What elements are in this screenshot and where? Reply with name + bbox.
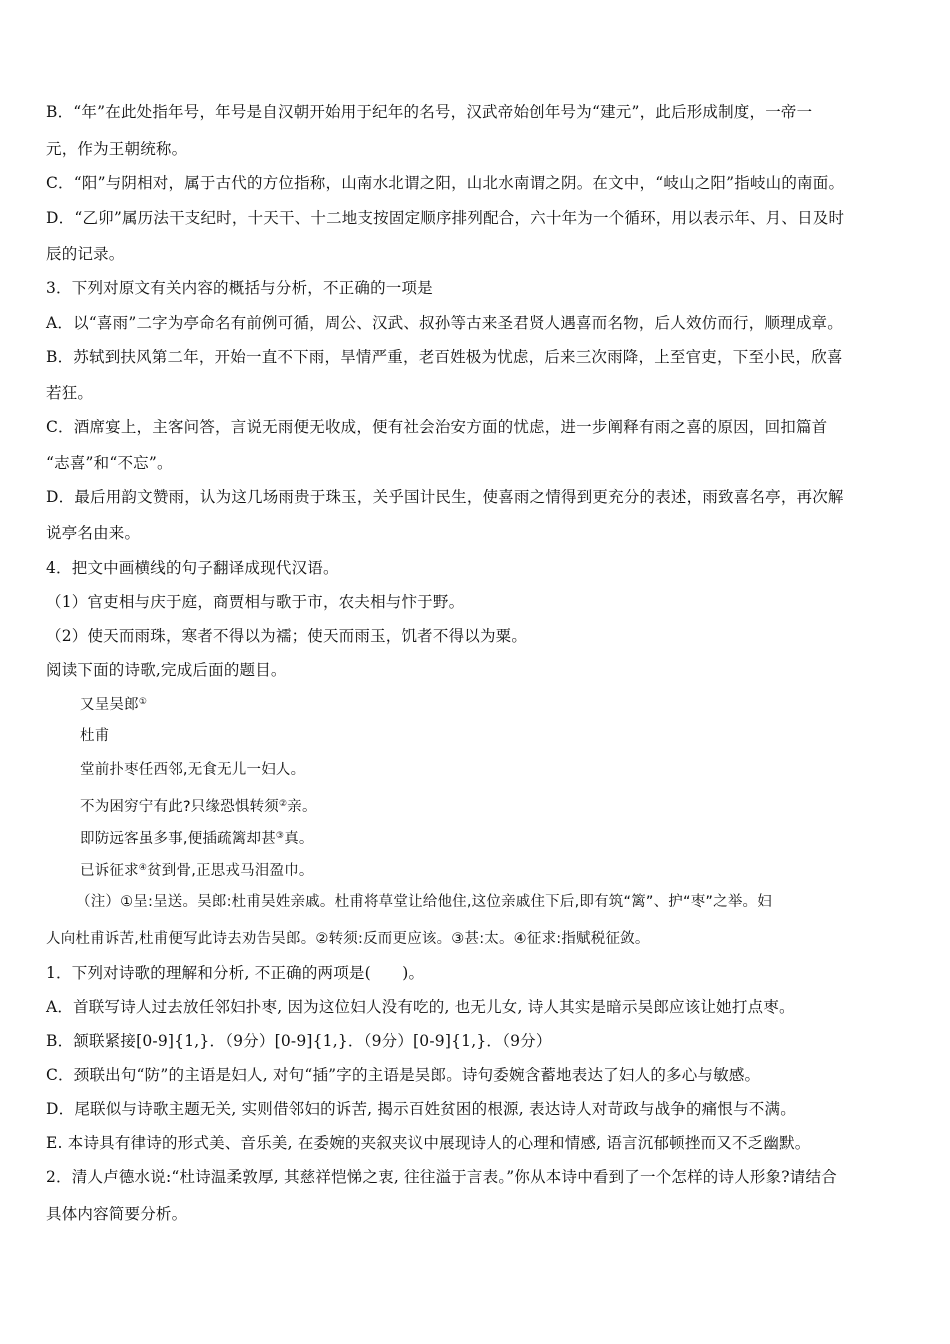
q3-option-c-line2: “志喜”和“不忘”。 [46, 454, 173, 472]
q4-sentence-1: （1）官吏相与庆于庭，商贾相与歌于市，农夫相与忭于野。 [46, 593, 465, 611]
q3-stem: 3．下列对原文有关内容的概括与分析，不正确的一项是 [46, 279, 433, 297]
poem-q2-line2: 具体内容简要分析。 [46, 1205, 188, 1223]
q2-option-d-line1: D．“乙卯”属历法干支纪时，十天干、十二地支按固定顺序排列配合，六十年为一个循环，用以表示年、月、日及时 [46, 209, 845, 227]
poem-q1-option-c: C．颈联出句“防”的主语是妇人, 对句“插”字的主语是吴郎。诗句委婉含蓄地表达了妇人的多心与敏感。 [46, 1066, 761, 1084]
poem-line-1: 堂前扑枣任西邻,无食无儿一妇人。 [80, 762, 306, 778]
q3-option-d-line1: D．最后用韵文赞雨，认为这几场雨贵于珠玉，关乎国计民生，使喜雨之情得到更充分的表述，雨致喜名亭，再次解 [46, 488, 844, 506]
poem-q1-stem: 1．下列对诗歌的理解和分析, 不正确的两项是( )。 [46, 964, 425, 982]
poem-line-4: 已诉征求④贫到骨,正思戎马泪盈巾。 [80, 863, 314, 879]
poem-intro: 阅读下面的诗歌,完成后面的题目。 [46, 661, 287, 679]
q3-option-a: A．以“喜雨”二字为亭命名有前例可循，周公、汉武、叔孙等古来圣君贤人遇喜而名物，后人效仿而行，顺理成章。 [46, 314, 843, 332]
poem-q2-line1: 2．清人卢德水说:“杜诗温柔敦厚, 其慈祥恺悌之衷, 往往溢于言表。”你从本诗中看到了一个怎样的诗人形象?请结合 [46, 1168, 837, 1186]
q3-option-b-line2: 若狂。 [46, 384, 94, 402]
q2-option-b-line2: 元，作为王朝统称。 [46, 140, 188, 158]
poem-note-line1: （注）①呈:呈送。吴郎:杜甫吴姓亲戚。杜甫将草堂让给他住,这位亲戚住下后,即有筑“篱”、护“枣”之举。妇 [76, 894, 772, 910]
q3-option-d-line2: 说亭名由来。 [46, 524, 141, 542]
poem-q1-option-b: B．颔联紧接[0-9]{1,}．（9分）[0-9]{1,}．（9分）[0-9]{1,}．（9分） [46, 1032, 552, 1050]
q2-option-b-line1: B．“年”在此处指年号，年号是自汉朝开始用于纪年的名号，汉武帝始创年号为“建元”，此后形成制度，一帝一 [46, 103, 813, 121]
q4-sentence-2: （2）使天而雨珠，寒者不得以为襦；使天而雨玉，饥者不得以为粟。 [46, 627, 528, 645]
q3-option-c-line1: C．酒席宴上，主客问答，言说无雨便无收成，便有社会治安方面的忧虑，进一步阐释有雨之喜的原因，回扣篇首 [46, 418, 828, 436]
poem-note-line2: 人向杜甫诉苦,杜甫便写此诗去劝告吴郎。②转须:反而更应该。③甚:太。④征求:指赋税征敛。 [46, 931, 650, 947]
q4-stem: 4．把文中画横线的句子翻译成现代汉语。 [46, 559, 339, 577]
poem-title: 又呈吴郎① [80, 697, 148, 713]
poem-line-3: 即防远客虽多事,便插疏篱却甚③真。 [80, 831, 314, 847]
q2-option-d-line2: 辰的记录。 [46, 245, 125, 263]
q2-option-c: C．“阳”与阴相对，属于古代的方位指称，山南水北谓之阳，山北水南谓之阴。在文中，“岐山之阳”指岐山的南面。 [46, 174, 845, 192]
poem-q1-option-d: D．尾联似与诗歌主题无关, 实则借邻妇的诉苦, 揭示百姓贫困的根源, 表达诗人对苛政与战争的痛恨与不满。 [46, 1100, 796, 1118]
poem-line-2: 不为困穷宁有此?只缘恐惧转须②亲。 [80, 799, 317, 815]
poem-q1-option-a: A．首联写诗人过去放任邻妇扑枣, 因为这位妇人没有吃的, 也无儿女, 诗人其实是暗示吴郎应该让她打点枣。 [46, 998, 795, 1016]
poem-author: 杜甫 [80, 728, 110, 744]
poem-q1-option-e: E. 本诗具有律诗的形式美、音乐美, 在委婉的夹叙夹议中展现诗人的心理和情感, 语言沉郁顿挫而又不乏幽默。 [46, 1134, 811, 1152]
q3-option-b-line1: B．苏轼到扶风第二年，开始一直不下雨，旱情严重，老百姓极为忧虑，后来三次雨降，上至官吏，下至小民，欣喜 [46, 348, 843, 366]
